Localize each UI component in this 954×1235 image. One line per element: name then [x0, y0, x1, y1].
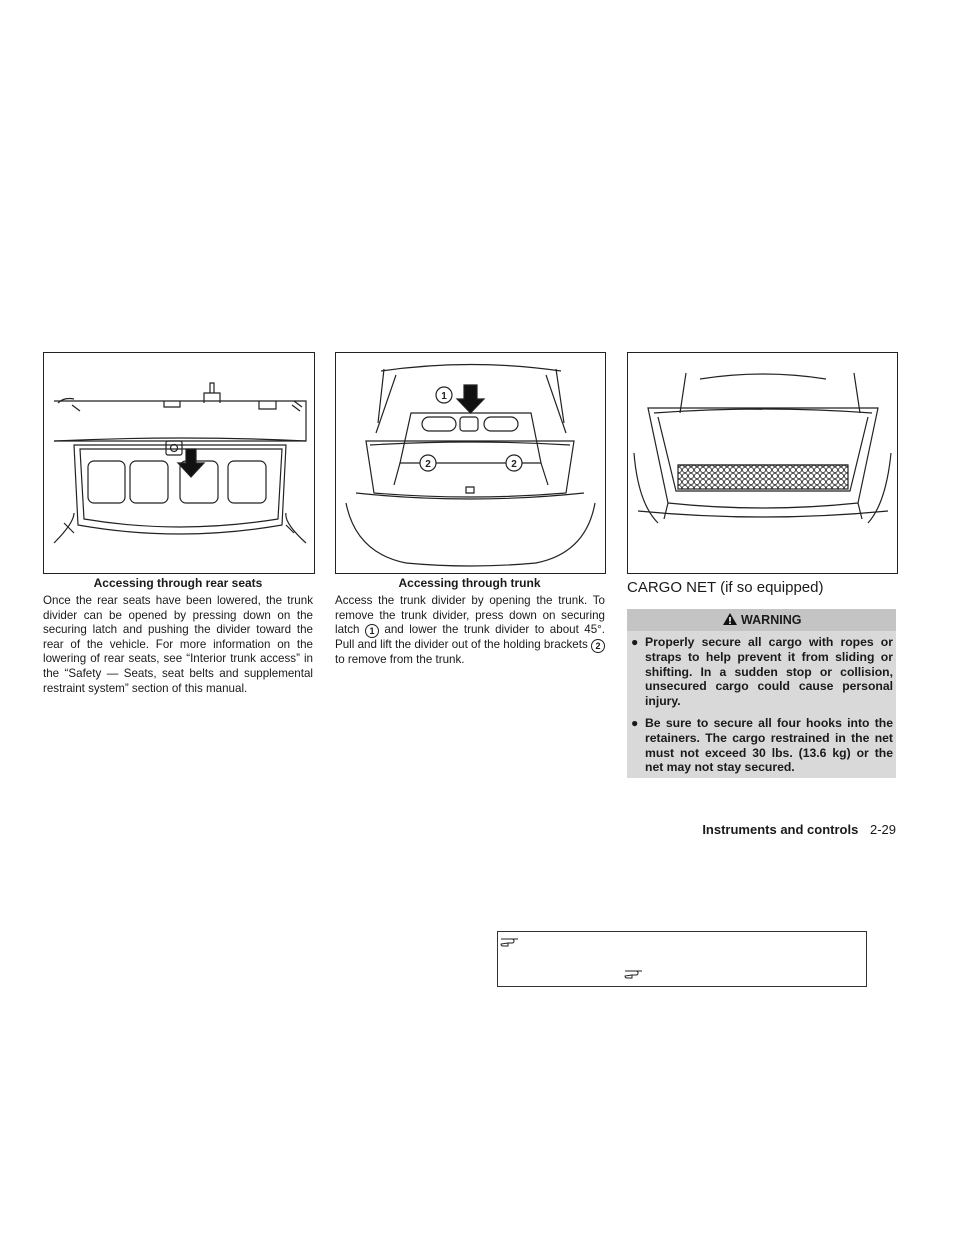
trunk-text-b: and lower the trunk divider to about 45°. Pull and lift the divider out of the holding brackets: [335, 623, 606, 652]
cargo-net-title: CARGO NET (if so equipped): [627, 579, 824, 596]
bullet-icon: ●: [631, 715, 639, 730]
note-box: [497, 931, 867, 987]
warning-triangle-icon: [722, 612, 738, 626]
warning-box: [627, 609, 896, 778]
footer-page-number: 2-29: [869, 822, 896, 837]
trunk-text-c: to remove from the trunk.: [335, 653, 465, 667]
figure-caption-rear-seats: Accessing through rear seats: [93, 576, 263, 590]
warning-item: [627, 635, 893, 709]
callout-1-inline: 1: [365, 624, 379, 638]
warning-list: [627, 631, 896, 779]
bullet-icon: ●: [631, 635, 639, 649]
warning-label: WARNING: [741, 613, 802, 627]
warning-item-text: Properly secure all cargo with ropes or straps to help prevent it from sliding or shifting. In a sudden stop or collision, unsecured cargo could cause personal injury.: [645, 635, 893, 709]
callout-2-left: 2: [425, 459, 431, 470]
figure-caption-trunk: Accessing through trunk: [398, 576, 541, 590]
warning-item: [627, 716, 893, 775]
pointing-hand-icon: [500, 934, 520, 948]
figure-rear-seats: [43, 352, 315, 574]
rear-seats-illustration: [44, 353, 314, 573]
callout-1: 1: [441, 391, 447, 402]
pointing-hand-icon: [624, 966, 644, 980]
cargo-net-illustration: [628, 353, 897, 573]
footer-section-name: Instruments and controls: [702, 822, 859, 837]
page-footer: [702, 822, 896, 837]
rear-seats-paragraph: Once the rear seats have been lowered, the trunk divider can be opened by pressing down on the securing latch and pushing the divider toward the rear of the vehicle. For more information on the lowering of rear seats, see “Interior trunk access” in the “Safety — Seats, seat belts and supplemental restraint system” section of this manual.: [43, 594, 313, 695]
callout-2-inline: 2: [591, 639, 605, 653]
trunk-illustration: [336, 353, 605, 573]
warning-item-text: Be sure to secure all four hooks into the retainers. The cargo restrained in the net must not exceed 30 lbs. (13.6 kg) or the net may not stay secured.: [645, 715, 893, 775]
warning-header: [627, 609, 896, 631]
trunk-paragraph: [335, 594, 605, 668]
figure-trunk: [335, 352, 606, 574]
figure-cargo-net: [627, 352, 898, 574]
callout-2-right: 2: [511, 459, 517, 470]
trunk-text-a: Access the trunk divider by opening the trunk. To remove the trunk divider, press down on securing latch: [335, 594, 605, 637]
